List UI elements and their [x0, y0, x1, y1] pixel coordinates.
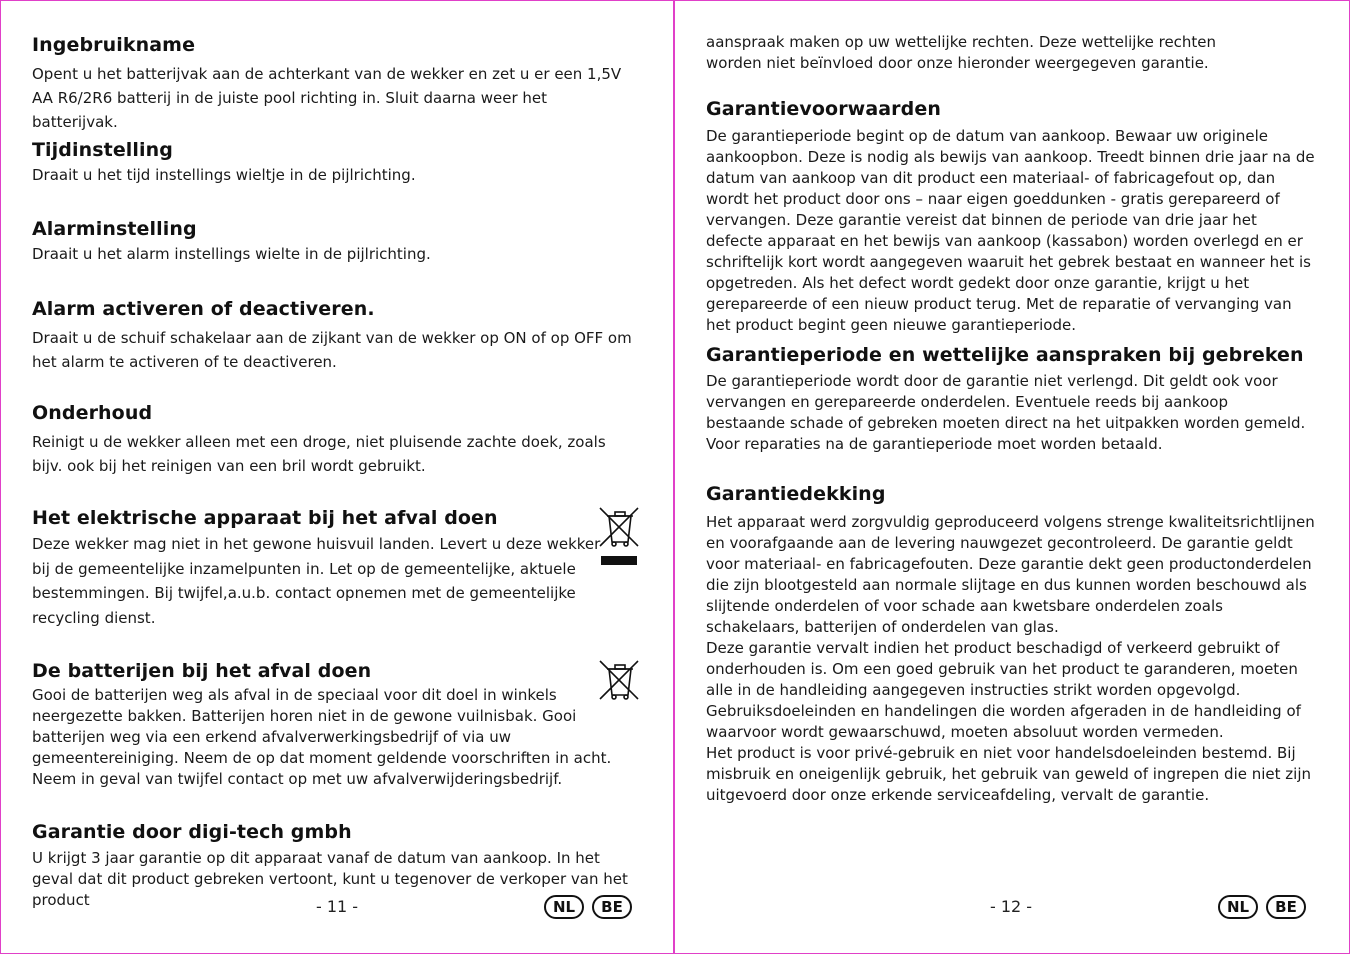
- page-number: - 12 -: [990, 897, 1033, 916]
- badge-be: BE: [592, 895, 632, 919]
- section-garantievoorwaarden: [706, 98, 1318, 336]
- section-garantiedekking: [706, 483, 1318, 806]
- section-elektrisch-afval: [32, 507, 642, 630]
- section-garantieperiode: [706, 344, 1318, 455]
- page-right: [706, 0, 1318, 954]
- section-body: Draait u het alarm instellings wielte in de pijlrichting.: [32, 245, 431, 263]
- section-alarminstelling: [32, 218, 632, 265]
- section-tijdinstelling: [32, 139, 632, 186]
- section-body: U krijgt 3 jaar garantie op dit apparaat vanaf de datum van aankoop. In het geval dat dit product gebreken vertoont, kunt u tegenover de verkoper van het product: [32, 849, 628, 909]
- section-title: Onderhoud: [32, 402, 153, 424]
- page-left: [32, 0, 642, 954]
- section-title: Garantieperiode en wettelijke aanspraken bij gebreken: [706, 344, 1304, 366]
- section-ingebruikname: [32, 34, 632, 134]
- section-alarm-activeren: [32, 298, 632, 374]
- section-title: Tijdinstelling: [32, 139, 173, 161]
- section-title: De batterijen bij het afval doen: [32, 660, 372, 682]
- section-title: Garantiedekking: [706, 483, 886, 505]
- crossed-bin-icon: [598, 659, 642, 707]
- section-onderhoud: [32, 402, 632, 478]
- section-body: Reinigt u de wekker alleen met een droge, niet pluisende zachte doek, zoals bijv. ook bij het reinigen van een bril wordt gebruikt.: [32, 433, 606, 475]
- section-body-3: Het product is voor privé-gebruik en niet voor handelsdoeleinden bestemd. Bij misbruik en oneigenlijk gebruik, het gebruik van geweld of ingrepen die niet zijn uitgevoerd door onze erkende serviceafdeling, vervalt de garantie.: [706, 744, 1312, 804]
- section-body: De garantieperiode wordt door de garantie niet verlengd. Dit geldt ook voor vervangen en gerepareerde onderdelen. Eventuele reeds bij aankoop bestaande schade of gebreken moeten direct na het uitpakken worden gemeld. Voor reparaties na de garantieperiode moet worden betaald.: [706, 372, 1306, 453]
- section-body: Opent u het batterijvak aan de achterkant van de wekker en zet u er een 1,5V AA R6/2R6 batterij in de juiste pool richting in. Sluit daarna weer het batterijvak.: [32, 65, 622, 131]
- section-body: Het apparaat werd zorgvuldig geproduceerd volgens strenge kwaliteitsrichtlijnen en voorafgaande aan de levering nauwgezet gecontroleerd. De garantie geldt voor materiaal- en fabricagefouten. Deze garantie dekt geen productonderdelen die zijn blootgesteld aan normale slijtage en dus kunnen worden beschouwd als slijtende onderdelen of voor schade aan kwetsbare onderdelen zoals schakelaars, batterijen of onderdelen van glas.: [706, 513, 1315, 636]
- language-badges: [544, 895, 632, 919]
- section-title: Alarm activeren of deactiveren.: [32, 298, 375, 320]
- section-body: Deze wekker mag niet in het gewone huisvuil landen. Levert u deze wekker bij de gemeentelijke inzamelpunten in. Let op de gemeentelijke, aktuele bestemmingen. Bij twijfel,a.u.b. contact opnemen met de gemeentelijke recycling dienst.: [32, 535, 601, 627]
- section-batterijen-afval: [32, 660, 642, 790]
- section-body: Draait u de schuif schakelaar aan de zijkant van de wekker op ON of op OFF om het alarm te activeren of te deactiveren.: [32, 329, 632, 371]
- section-title: Alarminstelling: [32, 218, 197, 240]
- intro-text: aanspraak maken op uw wettelijke rechten. Deze wettelijke rechten worden niet beïnvloed door onze hieronder weergegeven garantie.: [706, 33, 1217, 72]
- section-body-2: Deze garantie vervalt indien het product beschadigd of verkeerd gebruikt of onderhouden is. Om een goed gebruik van het product te garanderen, moeten alle in de handleiding aangegeven instructies strikt worden opgevolgd. Gebruiksdoeleinden en handelingen die worden afgeraden in de handleiding of waarvoor wordt gewaarschuwd, moeten absoluut worden vermeden.: [706, 639, 1301, 741]
- badge-nl: NL: [1218, 895, 1258, 919]
- badge-nl: NL: [544, 895, 584, 919]
- language-badges: [1218, 895, 1306, 919]
- page-divider: [673, 0, 675, 954]
- section-body: Draait u het tijd instellings wieltje in de pijlrichting.: [32, 166, 416, 184]
- badge-be: BE: [1266, 895, 1306, 919]
- page-number: - 11 -: [316, 897, 359, 916]
- section-body: De garantieperiode begint op de datum van aankoop. Bewaar uw originele aankoopbon. Deze is nodig als bewijs van aankoop. Treedt binnen drie jaar na de datum van aankoop van dit product een materiaal- of fabricagefout op, dan wordt het product door ons – naar eigen goeddunken - gratis gerepareerd of vervangen. Deze garantie vereist dat binnen de periode van drie jaar het defecte apparaat en het bewijs van aankoop (kassabon) worden overlegd en er schriftelijk kort wordt aangegeven waaruit het gebrek bestaat en wanneer het is opgetreden. Als het defect wordt gedekt door onze garantie, krijgt u het gerepareerde of een nieuw product terug. Met de reparatie of vervanging van het product begint geen nieuwe garantieperiode.: [706, 127, 1315, 334]
- crossed-bin-bar-icon: [598, 506, 642, 572]
- section-title: Garantie door digi-tech gmbh: [32, 821, 352, 843]
- section-body: Gooi de batterijen weg als afval in de speciaal voor dit doel in winkels neergezette bakken. Batterijen horen niet in de gewone vuilnisbak. Gooi batterijen weg via een erkend afvalverwerkingsbedrijf of via uw gemeentereiniging. Neem de op dat moment geldende voorschriften in acht. Neem in geval van twijfel contact op met uw afvalverwijderingsbedrijf.: [32, 686, 612, 788]
- section-intro: [706, 32, 1306, 74]
- section-title: Garantievoorwaarden: [706, 98, 941, 120]
- section-title: Ingebruikname: [32, 34, 196, 56]
- section-title: Het elektrische apparaat bij het afval doen: [32, 507, 498, 529]
